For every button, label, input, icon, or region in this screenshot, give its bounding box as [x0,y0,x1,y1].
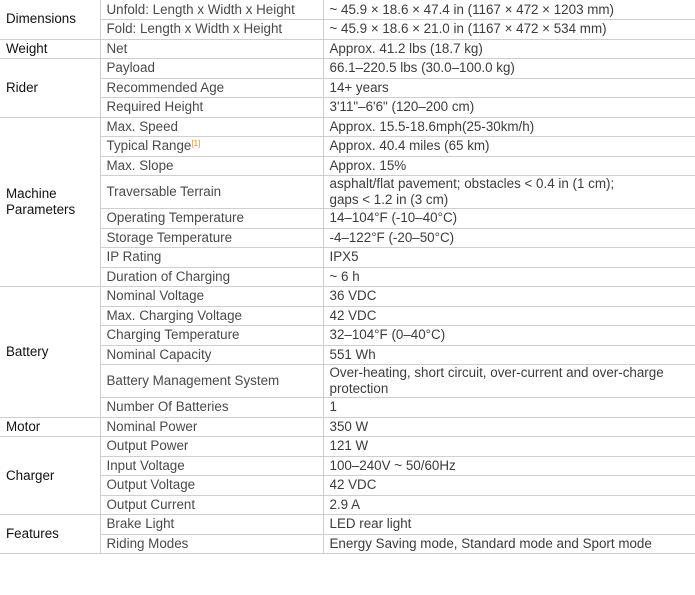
spec-value: 66.1–220.5 lbs (30.0–100.0 kg) [323,59,695,79]
spec-key: Battery Management System [100,365,323,398]
category-weight: Weight [0,39,100,59]
spec-value: ~ 45.9 × 18.6 × 47.4 in (1167 × 472 × 1203 mm) [323,0,695,20]
table-row [0,437,695,457]
spec-key: Traversable Terrain [100,176,323,209]
spec-key: IP Rating [100,248,323,268]
spec-value: 32–104°F (0–40°C) [323,326,695,346]
table-row [0,20,695,40]
spec-value-line: asphalt/flat pavement; obstacles < 0.4 in (1 cm); [329,176,615,191]
spec-value: 3'11"–6'6" (120–200 cm) [323,98,695,118]
table-row [0,137,695,157]
spec-value: Approx. 41.2 lbs (18.7 kg) [323,39,695,59]
spec-key: Riding Modes [100,534,323,554]
spec-value: 1 [323,398,695,418]
table-row [0,398,695,418]
table-row [0,248,695,268]
spec-value: Approx. 15.5-18.6mph(25-30km/h) [323,117,695,137]
spec-key [100,137,323,157]
spec-value [323,365,695,398]
table-row [0,228,695,248]
spec-value [323,176,695,209]
category-dimensions: Dimensions [0,0,100,39]
spec-key: Number Of Batteries [100,398,323,418]
table-row [0,287,695,307]
category-label-line: Machine [6,185,57,201]
spec-key: Max. Speed [100,117,323,137]
category-machine-parameters [0,117,100,287]
spec-value: Approx. 40.4 miles (65 km) [323,137,695,157]
spec-key: Output Power [100,437,323,457]
category-rider: Rider [0,59,100,118]
spec-value: 100–240V ~ 50/60Hz [323,456,695,476]
table-row [0,345,695,365]
spec-value: LED rear light [323,515,695,535]
spec-value: Approx. 15% [323,156,695,176]
spec-key: Nominal Power [100,417,323,437]
spec-key: Output Voltage [100,476,323,496]
spec-key: Duration of Charging [100,267,323,287]
table-row [0,267,695,287]
table-row [0,515,695,535]
category-charger: Charger [0,437,100,515]
spec-value-line: gaps < 1.2 in (3 cm) [329,192,449,207]
spec-key: Net [100,39,323,59]
spec-key-text: Typical Range [106,138,192,154]
table-row [0,39,695,59]
table-row [0,59,695,79]
spec-value: 350 W [323,417,695,437]
table-row [0,456,695,476]
spec-key: Storage Temperature [100,228,323,248]
spec-key: Max. Slope [100,156,323,176]
spec-key: Nominal Capacity [100,345,323,365]
table-row [0,417,695,437]
spec-key: Payload [100,59,323,79]
spec-value: 36 VDC [323,287,695,307]
spec-key: Unfold: Length x Width x Height [100,0,323,20]
table-row [0,476,695,496]
spec-key: Nominal Voltage [100,287,323,307]
table-row [0,0,695,20]
footnote-marker: [1] [191,139,201,149]
spec-value: 42 VDC [323,306,695,326]
spec-value: -4–122°F (-20–50°C) [323,228,695,248]
table-row [0,326,695,346]
spec-value: ~ 6 h [323,267,695,287]
spec-key: Charging Temperature [100,326,323,346]
spec-key: Required Height [100,98,323,118]
table-row [0,156,695,176]
table-row [0,176,695,209]
category-label-line: Parameters [6,201,76,217]
spec-value: 14+ years [323,78,695,98]
spec-key: Brake Light [100,515,323,535]
spec-value: ~ 45.9 × 18.6 × 21.0 in (1167 × 472 × 534 mm) [323,20,695,40]
category-motor: Motor [0,417,100,437]
spec-key: Fold: Length x Width x Height [100,20,323,40]
table-row [0,78,695,98]
table-row [0,98,695,118]
spec-value: 2.9 A [323,495,695,515]
table-row [0,306,695,326]
spec-key: Output Current [100,495,323,515]
spec-value-line: protection [329,381,389,396]
spec-key: Recommended Age [100,78,323,98]
spec-key: Input Voltage [100,456,323,476]
table-row [0,534,695,554]
spec-key: Operating Temperature [100,209,323,229]
spec-value: Energy Saving mode, Standard mode and Sport mode [323,534,695,554]
table-row [0,495,695,515]
category-features: Features [0,515,100,554]
table-row [0,117,695,137]
spec-value: 42 VDC [323,476,695,496]
table-row [0,209,695,229]
spec-value: 121 W [323,437,695,457]
spec-value: 14–104°F (-10–40°C) [323,209,695,229]
category-battery: Battery [0,287,100,418]
spec-value: 551 Wh [323,345,695,365]
spec-value: IPX5 [323,248,695,268]
table-row [0,365,695,398]
spec-value-line: Over-heating, short circuit, over-current and over-charge [329,365,664,380]
spec-key: Max. Charging Voltage [100,306,323,326]
